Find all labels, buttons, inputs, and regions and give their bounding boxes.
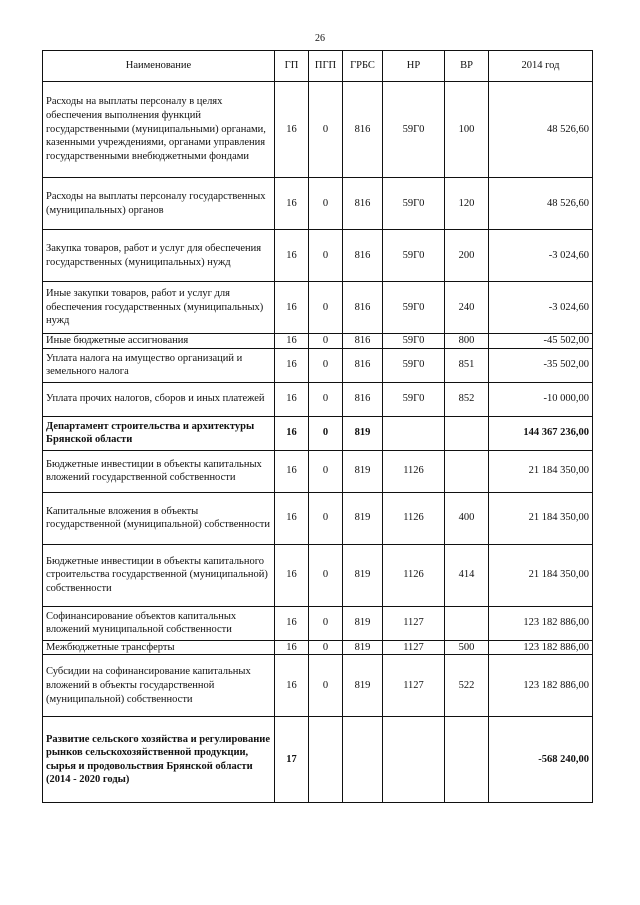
row-pgp-cell: 0 bbox=[309, 606, 343, 640]
row-amount-cell: 21 184 350,00 bbox=[489, 544, 593, 606]
row-pgp-cell: 0 bbox=[309, 282, 343, 334]
row-grbs-cell: 819 bbox=[343, 655, 383, 717]
table-row bbox=[43, 450, 593, 492]
row-np-cell: 1127 bbox=[383, 606, 445, 640]
row-vr-cell: 200 bbox=[445, 230, 489, 282]
row-vr-cell: 120 bbox=[445, 178, 489, 230]
row-amount-cell: -10 000,00 bbox=[489, 382, 593, 416]
row-grbs-cell: 816 bbox=[343, 382, 383, 416]
row-pgp-cell: 0 bbox=[309, 655, 343, 717]
row-np-cell: 1127 bbox=[383, 655, 445, 717]
row-np-cell: 1126 bbox=[383, 492, 445, 544]
row-grbs-cell: 819 bbox=[343, 606, 383, 640]
row-amount-cell: -3 024,60 bbox=[489, 282, 593, 334]
header-vr: ВР bbox=[445, 51, 489, 82]
row-amount-cell: 123 182 886,00 bbox=[489, 655, 593, 717]
row-amount-cell: 48 526,60 bbox=[489, 82, 593, 178]
row-grbs-cell: 816 bbox=[343, 282, 383, 334]
row-vr-cell: 851 bbox=[445, 348, 489, 382]
row-pgp-cell: 0 bbox=[309, 640, 343, 655]
table-row bbox=[43, 282, 593, 334]
row-grbs-cell: 816 bbox=[343, 178, 383, 230]
row-grbs-cell: 819 bbox=[343, 416, 383, 450]
row-pgp-cell: 0 bbox=[309, 544, 343, 606]
row-vr-cell: 800 bbox=[445, 334, 489, 349]
table-row bbox=[43, 382, 593, 416]
row-gp-cell: 16 bbox=[275, 640, 309, 655]
row-grbs-cell: 816 bbox=[343, 82, 383, 178]
row-np-cell: 1126 bbox=[383, 544, 445, 606]
row-name-cell: Иные бюджетные ассигнования bbox=[43, 334, 275, 349]
row-np-cell bbox=[383, 416, 445, 450]
table-row bbox=[43, 606, 593, 640]
row-np-cell: 59Г0 bbox=[383, 178, 445, 230]
row-grbs-cell: 816 bbox=[343, 334, 383, 349]
header-np: НР bbox=[383, 51, 445, 82]
row-amount-cell: 123 182 886,00 bbox=[489, 640, 593, 655]
header-year: 2014 год bbox=[489, 51, 593, 82]
row-gp-cell: 16 bbox=[275, 282, 309, 334]
row-amount-cell: 123 182 886,00 bbox=[489, 606, 593, 640]
row-vr-cell bbox=[445, 606, 489, 640]
row-vr-cell: 100 bbox=[445, 82, 489, 178]
row-name-cell: Департамент строительства и архитектуры Брянской области bbox=[43, 416, 275, 450]
row-amount-cell: 21 184 350,00 bbox=[489, 450, 593, 492]
row-np-cell: 1126 bbox=[383, 450, 445, 492]
budget-table bbox=[42, 50, 593, 803]
row-pgp-cell: 0 bbox=[309, 334, 343, 349]
row-gp-cell: 16 bbox=[275, 230, 309, 282]
table-row bbox=[43, 717, 593, 803]
table-row bbox=[43, 655, 593, 717]
row-pgp-cell: 0 bbox=[309, 382, 343, 416]
table-row bbox=[43, 416, 593, 450]
row-gp-cell: 16 bbox=[275, 655, 309, 717]
row-np-cell: 59Г0 bbox=[383, 348, 445, 382]
row-gp-cell: 16 bbox=[275, 416, 309, 450]
row-vr-cell bbox=[445, 717, 489, 803]
row-amount-cell: -3 024,60 bbox=[489, 230, 593, 282]
row-vr-cell: 500 bbox=[445, 640, 489, 655]
row-name-cell: Субсидии на софинансирование капитальных вложений в объекты государственной (муниципальной) собственности bbox=[43, 655, 275, 717]
row-pgp-cell: 0 bbox=[309, 178, 343, 230]
page-number: 26 bbox=[315, 33, 325, 44]
row-gp-cell: 16 bbox=[275, 606, 309, 640]
row-amount-cell: -45 502,00 bbox=[489, 334, 593, 349]
row-amount-cell: -35 502,00 bbox=[489, 348, 593, 382]
row-vr-cell: 414 bbox=[445, 544, 489, 606]
row-grbs-cell: 819 bbox=[343, 640, 383, 655]
row-gp-cell: 16 bbox=[275, 334, 309, 349]
row-pgp-cell: 0 bbox=[309, 416, 343, 450]
row-name-cell: Межбюджетные трансферты bbox=[43, 640, 275, 655]
row-name-cell: Бюджетные инвестиции в объекты капитальных вложений государственной собственности bbox=[43, 450, 275, 492]
row-vr-cell: 522 bbox=[445, 655, 489, 717]
table-row bbox=[43, 82, 593, 178]
row-name-cell: Уплата налога на имущество организаций и земельного налога bbox=[43, 348, 275, 382]
row-pgp-cell: 0 bbox=[309, 492, 343, 544]
row-np-cell: 59Г0 bbox=[383, 282, 445, 334]
table-row bbox=[43, 230, 593, 282]
row-grbs-cell: 819 bbox=[343, 450, 383, 492]
table-row bbox=[43, 178, 593, 230]
table-row bbox=[43, 348, 593, 382]
row-gp-cell: 16 bbox=[275, 544, 309, 606]
table-row bbox=[43, 544, 593, 606]
row-name-cell: Бюджетные инвестиции в объекты капитального строительства государственной (муниципальной) собственности bbox=[43, 544, 275, 606]
row-name-cell: Расходы на выплаты персоналу в целях обеспечения выполнения функций государственными (муниципальными) органами, казенными учреждениями, органами управления государственными внебюджетными фондами bbox=[43, 82, 275, 178]
row-np-cell: 59Г0 bbox=[383, 334, 445, 349]
row-grbs-cell: 819 bbox=[343, 544, 383, 606]
row-np-cell: 59Г0 bbox=[383, 82, 445, 178]
row-pgp-cell: 0 bbox=[309, 348, 343, 382]
row-amount-cell: 144 367 236,00 bbox=[489, 416, 593, 450]
row-vr-cell: 400 bbox=[445, 492, 489, 544]
table-row bbox=[43, 640, 593, 655]
header-gp: ГП bbox=[275, 51, 309, 82]
row-gp-cell: 16 bbox=[275, 382, 309, 416]
row-name-cell: Софинансирование объектов капитальных вложений муниципальной собственности bbox=[43, 606, 275, 640]
header-grbs: ГРБС bbox=[343, 51, 383, 82]
row-pgp-cell bbox=[309, 717, 343, 803]
row-vr-cell bbox=[445, 416, 489, 450]
row-gp-cell: 16 bbox=[275, 82, 309, 178]
row-gp-cell: 16 bbox=[275, 348, 309, 382]
row-name-cell: Уплата прочих налогов, сборов и иных платежей bbox=[43, 382, 275, 416]
row-vr-cell: 852 bbox=[445, 382, 489, 416]
row-pgp-cell: 0 bbox=[309, 450, 343, 492]
row-grbs-cell: 816 bbox=[343, 230, 383, 282]
row-np-cell: 59Г0 bbox=[383, 230, 445, 282]
row-vr-cell: 240 bbox=[445, 282, 489, 334]
row-name-cell: Расходы на выплаты персоналу государственных (муниципальных) органов bbox=[43, 178, 275, 230]
table-row bbox=[43, 492, 593, 544]
row-grbs-cell: 819 bbox=[343, 492, 383, 544]
row-name-cell: Закупка товаров, работ и услуг для обеспечения государственных (муниципальных) нужд bbox=[43, 230, 275, 282]
row-name-cell: Иные закупки товаров, работ и услуг для обеспечения государственных (муниципальных) нужд bbox=[43, 282, 275, 334]
row-np-cell: 1127 bbox=[383, 640, 445, 655]
header-name: Наименование bbox=[43, 51, 275, 82]
row-name-cell: Капитальные вложения в объекты государственной (муниципальной) собственности bbox=[43, 492, 275, 544]
row-grbs-cell bbox=[343, 717, 383, 803]
row-gp-cell: 16 bbox=[275, 178, 309, 230]
table-header-row bbox=[43, 51, 593, 82]
row-pgp-cell: 0 bbox=[309, 82, 343, 178]
row-amount-cell: 48 526,60 bbox=[489, 178, 593, 230]
row-name-cell: Развитие сельского хозяйства и регулирование рынков сельскохозяйственной продукции, сырья и продовольствия Брянской области (2014 - 2020 годы) bbox=[43, 717, 275, 803]
row-np-cell bbox=[383, 717, 445, 803]
row-amount-cell: -568 240,00 bbox=[489, 717, 593, 803]
row-gp-cell: 16 bbox=[275, 450, 309, 492]
row-gp-cell: 16 bbox=[275, 492, 309, 544]
row-gp-cell: 17 bbox=[275, 717, 309, 803]
row-vr-cell bbox=[445, 450, 489, 492]
header-pgp: ПГП bbox=[309, 51, 343, 82]
row-np-cell: 59Г0 bbox=[383, 382, 445, 416]
row-pgp-cell: 0 bbox=[309, 230, 343, 282]
table-row bbox=[43, 334, 593, 349]
row-amount-cell: 21 184 350,00 bbox=[489, 492, 593, 544]
row-grbs-cell: 816 bbox=[343, 348, 383, 382]
